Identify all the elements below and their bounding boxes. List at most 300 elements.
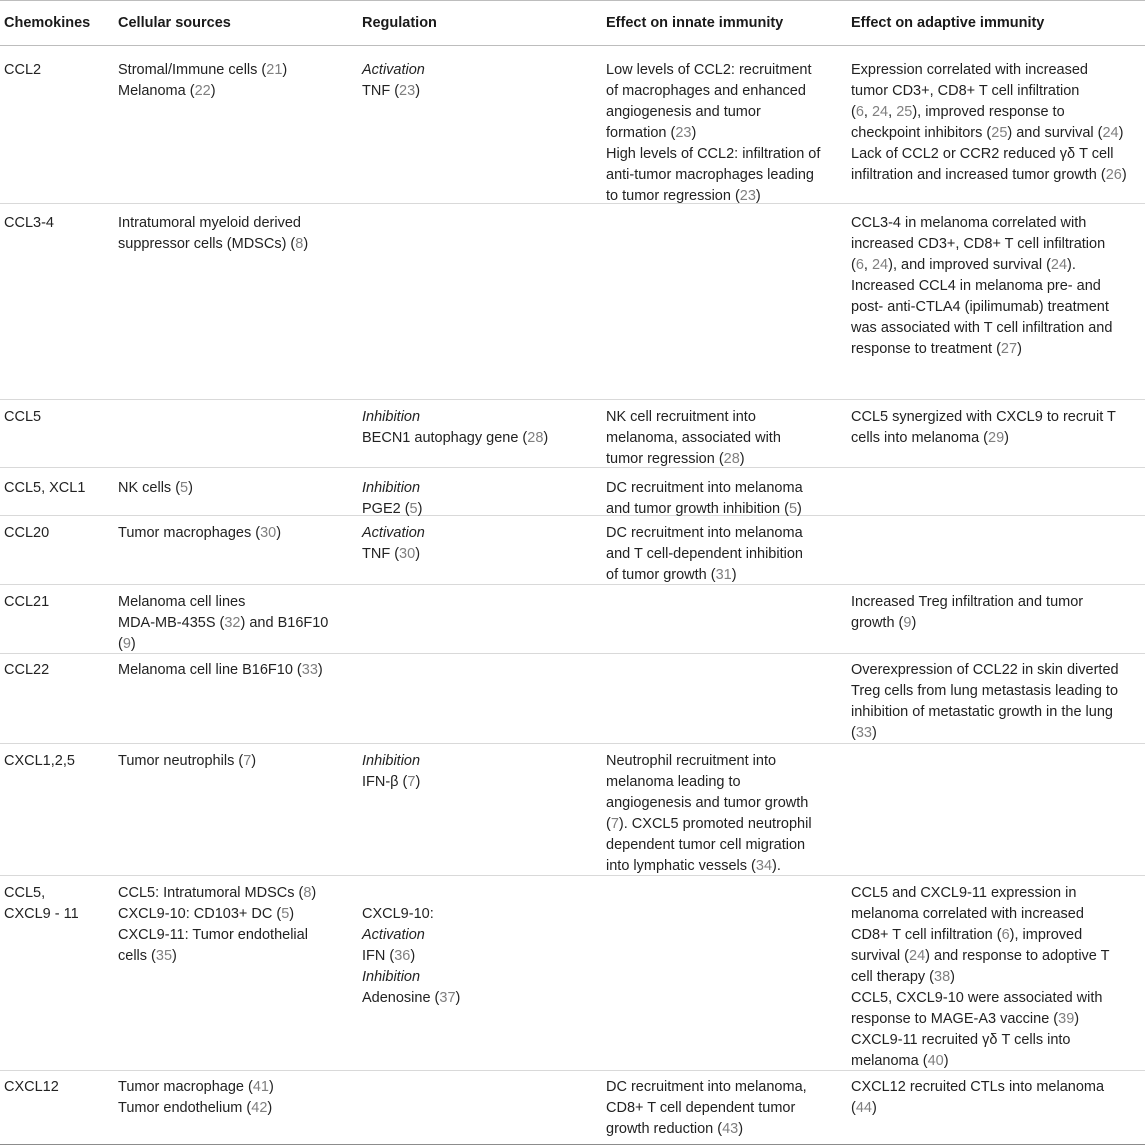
cell-line (118, 751, 362, 772)
reference-number: 9 (122, 636, 131, 652)
cell-line (851, 967, 1139, 988)
reference-number: 21 (266, 62, 283, 78)
cell-text: ( (851, 257, 856, 273)
cell-line (851, 428, 1139, 449)
cell-text: Tumor neutrophils ( (118, 753, 244, 769)
reference-number: 5 (788, 501, 798, 517)
cell-text: ) (417, 501, 423, 517)
cell-line (118, 523, 362, 544)
cellular-sources-cell (118, 213, 362, 399)
cell-line (118, 946, 362, 967)
cell-line: CXCL1,2,5 (4, 753, 75, 769)
cell-text: DC recruitment into melanoma, (606, 1079, 807, 1095)
reference-number: 7 (407, 774, 416, 790)
cell-text: Intratumoral myeloid derived (118, 215, 301, 231)
cell-line (606, 144, 845, 165)
cell-text: CCL3-4 in melanoma correlated with (851, 215, 1087, 231)
cell-line (606, 565, 845, 586)
header-innate-immunity: Effect on innate immunity (606, 14, 784, 31)
cell-text: ) (282, 62, 288, 78)
cell-line (118, 904, 362, 925)
cell-text: CXCL9-11 recruited γδ T cells into (851, 1032, 1071, 1048)
cell-line (118, 634, 362, 655)
cell-text: DC recruitment into melanoma (606, 480, 803, 496)
regulation-cell (362, 523, 606, 584)
cell-line (118, 925, 362, 946)
cell-text: ). (772, 858, 781, 874)
cell-text: ) (130, 636, 136, 652)
regulation-type: Activation (362, 927, 425, 943)
cell-text: growth reduction ( (606, 1121, 723, 1137)
reference-number: 39 (1058, 1011, 1075, 1027)
cell-text: ) (415, 774, 421, 790)
cell-text: ) (950, 969, 955, 985)
cell-line: CCL3-4 (4, 215, 54, 231)
cell-line: CCL21 (4, 594, 50, 610)
cell-text: melanoma leading to (606, 774, 741, 790)
cell-text: ) (276, 525, 282, 541)
cell-text: PGE2 ( (362, 501, 410, 517)
header-cellular-sources: Cellular sources (118, 14, 231, 31)
cell-line: CCL20 (4, 525, 50, 541)
cell-text: Neutrophil recruitment into (606, 753, 777, 769)
reference-number: 41 (252, 1079, 269, 1095)
cell-line (606, 102, 845, 123)
cell-text: ) (731, 567, 737, 583)
reference-number: 22 (194, 83, 211, 99)
cell-line (606, 186, 845, 207)
cell-line (118, 1077, 362, 1098)
chemokine-cell (0, 407, 118, 467)
chemokine-cell (0, 883, 118, 1070)
cell-text: Increased CCL4 in melanoma pre- and (851, 278, 1101, 294)
cell-line (606, 523, 845, 544)
table-row (0, 654, 1145, 744)
cell-line (606, 428, 845, 449)
cell-text: cells ( (118, 948, 156, 964)
cell-text: ) (303, 236, 309, 252)
reference-number: 27 (1000, 341, 1018, 357)
cell-line (851, 297, 1139, 318)
reference-number: 5 (409, 501, 418, 517)
regulation-type: Inhibition (362, 969, 421, 985)
cell-line (362, 407, 606, 428)
cell-line (851, 81, 1139, 102)
cell-text: NK cells ( (118, 480, 181, 496)
reference-number: 6 (855, 257, 864, 273)
header-adaptive-immunity: Effect on adaptive immunity (851, 14, 1045, 31)
cell-text: ) and response to adoptive T (925, 948, 1110, 964)
table-row (0, 876, 1145, 1071)
cell-text: and tumor growth inhibition ( (606, 501, 789, 517)
regulation-type: Inhibition (362, 409, 421, 425)
cell-text: Stromal/Immune cells ( (118, 62, 267, 78)
cell-line: CCL5, (4, 885, 46, 901)
innate-effect-cell (606, 660, 851, 743)
cell-text: was associated with T cell infiltration and (851, 320, 1113, 336)
cell-text: Expression correlated with increased (851, 62, 1088, 78)
cell-text: CXCL9-10: CD103+ DC ( (118, 906, 282, 922)
cell-line (362, 904, 606, 925)
reference-number: 33 (855, 725, 872, 741)
reference-number: 8 (295, 236, 304, 252)
chemokine-cell (0, 1077, 118, 1144)
cell-text: ( (851, 104, 856, 120)
cell-line (606, 123, 845, 144)
reference-number: 7 (610, 816, 619, 832)
cell-line (851, 592, 1139, 613)
cell-line (851, 1030, 1139, 1051)
cell-line (118, 660, 362, 681)
cell-line (851, 213, 1139, 234)
cell-text: Tumor endothelium ( (118, 1100, 252, 1116)
cell-text: checkpoint inhibitors ( (851, 125, 992, 141)
cell-text: CCL5: Intratumoral MDSCs ( (118, 885, 304, 901)
cell-text: ), improved response to (912, 104, 1065, 120)
cell-text: ) (911, 615, 917, 631)
cell-text: ) (251, 753, 257, 769)
cell-line (851, 946, 1139, 967)
cell-text: Tumor macrophages ( (118, 525, 261, 541)
cellular-sources-cell (118, 751, 362, 875)
cell-text: CD8+ T cell dependent tumor (606, 1100, 796, 1116)
innate-effect-cell (606, 407, 851, 467)
cellular-sources-cell (118, 60, 362, 203)
cell-line (606, 60, 845, 81)
cell-line (851, 1009, 1139, 1030)
cell-text: ) (267, 1100, 273, 1116)
cell-line (851, 1077, 1139, 1098)
table-header (0, 0, 1145, 46)
reference-number: 26 (1105, 167, 1122, 183)
cell-line: CCL5 (4, 409, 42, 425)
innate-effect-cell (606, 883, 851, 1070)
cell-text: ( (851, 1100, 856, 1116)
cell-text: survival ( (851, 948, 910, 964)
cell-text: melanoma, associated with (606, 430, 781, 446)
reference-number: 8 (303, 885, 312, 901)
cell-text: ) (269, 1079, 274, 1095)
reference-number: 32 (224, 615, 241, 631)
regulation-type: Activation (362, 62, 425, 78)
reference-number: 29 (988, 430, 1005, 446)
reference-number: 25 (991, 125, 1008, 141)
cell-text: Adenosine ( (362, 990, 440, 1006)
cell-line (362, 772, 606, 793)
cell-text: ), improved (1009, 927, 1083, 943)
cell-text: CCL5 and CXCL9-11 expression in (851, 885, 1077, 901)
cell-line (362, 967, 606, 988)
reference-number: 5 (180, 480, 189, 496)
cell-text: Melanoma cell lines (118, 594, 246, 610)
cell-text: ) (543, 430, 549, 446)
cell-text: post- anti-CTLA4 (ipilimumab) treatment (851, 299, 1109, 315)
cell-text: formation ( (606, 125, 676, 141)
cell-text: CD8+ T cell infiltration ( (851, 927, 1002, 943)
adaptive-effect-cell (851, 213, 1145, 399)
cell-line (606, 1077, 845, 1098)
cell-text: ) (1074, 1011, 1080, 1027)
cell-text: increased CD3+, CD8+ T cell infiltration (851, 236, 1106, 252)
cell-text: Overexpression of CCL22 in skin diverted (851, 662, 1119, 678)
cell-text: to tumor regression ( (606, 188, 740, 204)
reference-number: 24 (871, 104, 889, 120)
cell-line (118, 81, 362, 102)
cell-text: cells into melanoma ( (851, 430, 988, 446)
regulation-type: Inhibition (362, 753, 421, 769)
cell-text: response to MAGE-A3 vaccine ( (851, 1011, 1059, 1027)
cell-text: of macrophages and enhanced (606, 83, 806, 99)
cell-line (851, 339, 1139, 360)
cell-text: Increased Treg infiltration and tumor (851, 594, 1084, 610)
cell-text: ), and improved survival ( (888, 257, 1051, 273)
cell-text: ) (317, 662, 323, 678)
cell-text: tumor CD3+, CD8+ T cell infiltration (851, 83, 1080, 99)
cell-line (606, 165, 845, 186)
cell-text: ) (311, 885, 317, 901)
cell-text: Lack of CCL2 or CCR2 reduced γδ T cell (851, 146, 1114, 162)
chemokine-cell (0, 523, 118, 584)
cell-line (851, 660, 1139, 681)
cell-text: inhibition of metastatic growth in the lung (851, 704, 1113, 720)
reference-number: 42 (251, 1100, 268, 1116)
table-row (0, 400, 1145, 468)
cell-line (851, 60, 1139, 81)
cell-text: CXCL9-11: Tumor endothelial (118, 927, 308, 943)
cell-text: TNF ( (362, 83, 400, 99)
cellular-sources-cell (118, 883, 362, 1070)
cell-line (606, 1119, 845, 1140)
cell-line (606, 1098, 845, 1119)
chemokine-cell (0, 751, 118, 875)
adaptive-effect-cell (851, 1077, 1145, 1144)
cell-text: infiltration and increased tumor growth ( (851, 167, 1106, 183)
cell-text: BECN1 autophagy gene ( (362, 430, 528, 446)
reference-number: 24 (1102, 125, 1119, 141)
adaptive-effect-cell (851, 478, 1145, 515)
cell-line (606, 835, 845, 856)
cell-text: ). (1067, 257, 1076, 273)
cell-text: angiogenesis and tumor growth (606, 795, 809, 811)
reference-number: 33 (301, 662, 318, 678)
regulation-cell (362, 478, 606, 515)
cell-line (851, 702, 1139, 723)
cell-text: ) (691, 125, 697, 141)
reference-number: 6 (1001, 927, 1010, 943)
table-body (0, 46, 1145, 1145)
innate-effect-cell (606, 751, 851, 875)
cell-line (851, 988, 1139, 1009)
cell-line (118, 234, 362, 255)
reference-number: 36 (394, 948, 411, 964)
cell-text: CXCL9-10: (362, 906, 434, 922)
innate-effect-cell (606, 478, 851, 515)
cellular-sources-cell (118, 407, 362, 467)
cell-text: ) (943, 1053, 949, 1069)
cell-text: NK cell recruitment into (606, 409, 756, 425)
cell-line (851, 723, 1139, 744)
cell-line (606, 478, 845, 499)
cell-line (851, 925, 1139, 946)
adaptive-effect-cell (851, 60, 1145, 203)
chemokine-cell (0, 478, 118, 515)
cell-text: angiogenesis and tumor (606, 104, 761, 120)
cell-text: of tumor growth ( (606, 567, 716, 583)
cell-text: ) (738, 1121, 744, 1137)
cellular-sources-cell (118, 478, 362, 515)
cellular-sources-cell (118, 523, 362, 584)
cell-line (362, 751, 606, 772)
reference-number: 24 (909, 948, 926, 964)
cell-line (362, 523, 606, 544)
adaptive-effect-cell (851, 407, 1145, 467)
cell-text: ) (289, 906, 295, 922)
table-row (0, 744, 1145, 876)
cell-line (606, 751, 845, 772)
cell-text: tumor regression ( (606, 451, 724, 467)
cell-line (362, 883, 606, 904)
cell-text: CCL5 synergized with CXCL9 to recruit T (851, 409, 1116, 425)
reference-number: 25 (896, 104, 913, 120)
adaptive-effect-cell (851, 660, 1145, 743)
cell-text: into lymphatic vessels ( (606, 858, 756, 874)
cell-text: Tumor macrophage ( (118, 1079, 253, 1095)
cell-line: CXCL9 - 11 (4, 906, 79, 922)
regulation-cell (362, 60, 606, 203)
cell-line (606, 544, 845, 565)
regulation-type: Activation (362, 525, 425, 541)
cellular-sources-cell (118, 1077, 362, 1144)
cell-line (851, 1098, 1139, 1119)
cell-line (118, 478, 362, 499)
cell-line (118, 1098, 362, 1119)
cell-line (851, 1051, 1139, 1072)
cell-line (851, 407, 1139, 428)
cell-text: ) (172, 948, 177, 964)
adaptive-effect-cell (851, 883, 1145, 1070)
header-chemokines: Chemokines (4, 14, 91, 31)
cell-line (606, 407, 845, 428)
reference-number: 24 (871, 257, 889, 273)
innate-effect-cell (606, 1077, 851, 1144)
cell-text: High levels of CCL2: infiltration of (606, 146, 821, 162)
cell-line (606, 449, 845, 470)
reference-number: 24 (1050, 257, 1068, 273)
cell-text: DC recruitment into melanoma (606, 525, 803, 541)
reference-number: 7 (243, 753, 252, 769)
reference-number: 35 (155, 948, 173, 964)
cell-text: ) (739, 451, 745, 467)
cell-text: Treg cells from lung metastasis leading to (851, 683, 1119, 699)
cell-text: melanoma ( (851, 1053, 928, 1069)
cell-text: ) (415, 83, 421, 99)
cell-line (362, 544, 606, 565)
cell-text: ) (797, 501, 802, 517)
cell-line (362, 925, 606, 946)
cell-text: growth ( (851, 615, 904, 631)
cell-text: MDA-MB-435S ( (118, 615, 225, 631)
cell-line (851, 102, 1139, 123)
cell-text: ( (851, 725, 856, 741)
reference-number: 28 (527, 430, 544, 446)
reference-number: 23 (399, 83, 416, 99)
cell-line (362, 478, 606, 499)
cell-line (606, 772, 845, 793)
adaptive-effect-cell (851, 592, 1145, 653)
regulation-cell (362, 592, 606, 653)
cell-line (851, 883, 1139, 904)
cell-text: Melanoma ( (118, 83, 195, 99)
cell-text: ( (118, 636, 123, 652)
table-row (0, 468, 1145, 516)
cell-text: and T cell-dependent inhibition (606, 546, 803, 562)
cell-text: CCL5, CXCL9-10 were associated with (851, 990, 1103, 1006)
cell-line (118, 60, 362, 81)
cell-line (606, 81, 845, 102)
reference-number: 5 (281, 906, 290, 922)
regulation-cell (362, 213, 606, 399)
cell-line (851, 318, 1139, 339)
reference-number: 31 (715, 567, 732, 583)
cell-text: ) and survival ( (1007, 125, 1103, 141)
table-row (0, 46, 1145, 204)
cell-line: CCL5, XCL1 (4, 480, 86, 496)
cell-text: , (863, 104, 872, 120)
cell-line (851, 165, 1139, 186)
cell-line (851, 276, 1139, 297)
cell-line: CCL2 (4, 62, 42, 78)
reference-number: 40 (927, 1053, 944, 1069)
reference-number: 9 (903, 615, 912, 631)
cell-text: ) (1017, 341, 1022, 357)
table-row (0, 1071, 1145, 1145)
reference-number: 37 (439, 990, 456, 1006)
cell-text: ) (755, 188, 761, 204)
cell-text: ) (871, 1100, 877, 1116)
cell-text: Melanoma cell line B16F10 ( (118, 662, 302, 678)
cell-line: CXCL12 (4, 1079, 59, 1095)
cell-text: ) (1121, 167, 1127, 183)
cell-line (118, 213, 362, 234)
cell-text: , (888, 104, 897, 120)
reference-number: 44 (855, 1100, 872, 1116)
cell-text: ) (1118, 125, 1124, 141)
reference-number: 23 (739, 188, 756, 204)
reference-number: 30 (260, 525, 277, 541)
cell-line (851, 234, 1139, 255)
adaptive-effect-cell (851, 523, 1145, 584)
cell-line (606, 814, 845, 835)
cell-text: ) (415, 546, 421, 562)
cell-line (362, 988, 606, 1009)
innate-effect-cell (606, 523, 851, 584)
cell-line (362, 428, 606, 449)
cell-text: IFN-β ( (362, 774, 408, 790)
cell-text: , (863, 257, 872, 273)
reference-number: 23 (675, 125, 692, 141)
reference-number: 43 (722, 1121, 739, 1137)
cell-text: TNF ( (362, 546, 400, 562)
reference-number: 38 (934, 969, 951, 985)
innate-effect-cell (606, 213, 851, 399)
reference-number: 6 (855, 104, 864, 120)
cell-line (362, 60, 606, 81)
cell-text: suppressor cells (MDSCs) ( (118, 236, 296, 252)
cell-line (851, 123, 1139, 144)
cell-line (118, 592, 362, 613)
cell-line (851, 255, 1139, 276)
cell-text: ) (871, 725, 877, 741)
